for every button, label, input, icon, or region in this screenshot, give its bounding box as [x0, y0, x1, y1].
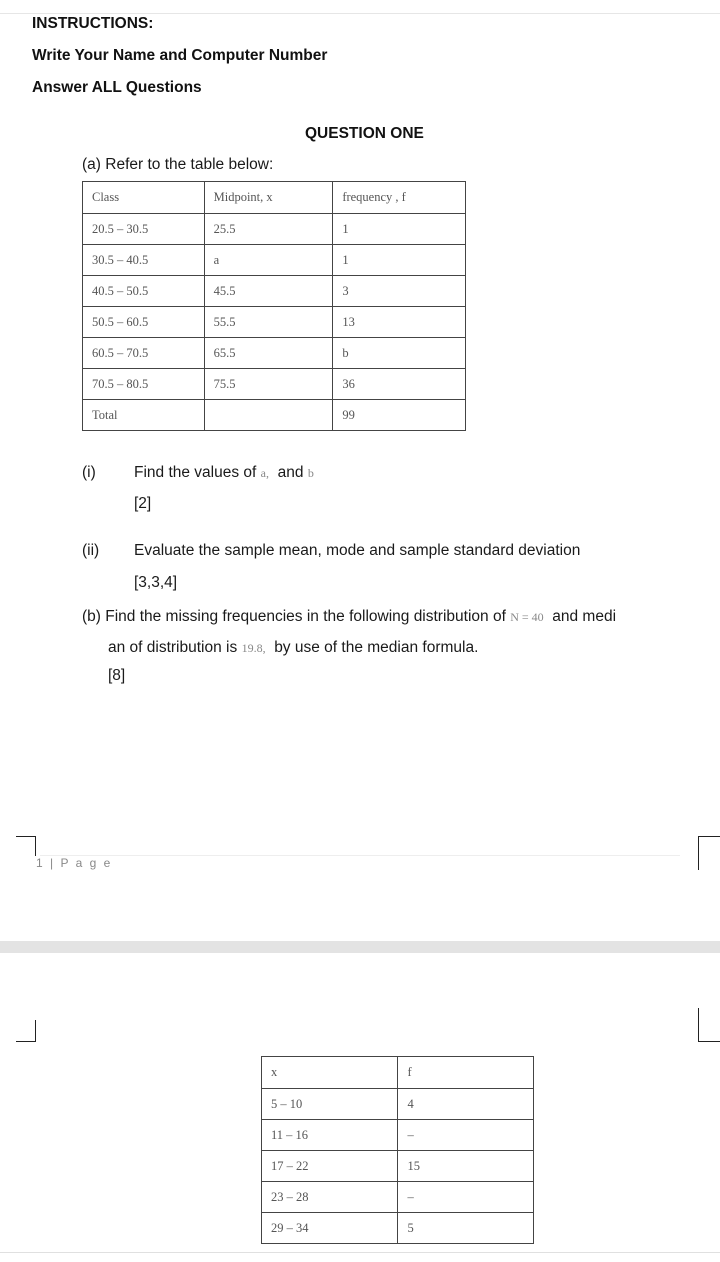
crop-mark-br-h	[698, 836, 720, 837]
comma: ,	[262, 641, 266, 655]
instruction-line-1: Write Your Name and Computer Number	[32, 47, 328, 64]
item-i-text	[134, 464, 314, 482]
cell-f: 15	[398, 1151, 534, 1182]
table-row	[262, 1151, 534, 1182]
cell-frequency: b	[333, 338, 466, 369]
part-b-marks: [8]	[108, 667, 126, 684]
item-ii-marks: [3,3,4]	[134, 574, 178, 591]
cell-class: 60.5 – 70.5	[83, 338, 205, 369]
item-i-number: (i)	[82, 464, 96, 481]
part-a-intro: (a) Refer to the table below:	[82, 156, 274, 173]
table-row	[262, 1089, 534, 1120]
page-number: 1 | P a g e	[36, 856, 113, 870]
cell-frequency: 1	[333, 245, 466, 276]
cell-total-label: Total	[83, 400, 205, 431]
cell-midpoint: 25.5	[204, 214, 333, 245]
crop-mark-bl-v	[35, 836, 36, 856]
cell-f: 4	[398, 1089, 534, 1120]
cell-x: 23 – 28	[262, 1182, 398, 1213]
footer-rule	[40, 855, 680, 856]
cell-frequency: 13	[333, 307, 466, 338]
part-b-line-2	[108, 639, 478, 657]
question-one-title: QUESTION ONE	[305, 125, 424, 142]
part-b-text-1: (b) Find the missing frequencies in the following distribution of	[82, 608, 506, 625]
table-row	[83, 245, 466, 276]
cell-f: –	[398, 1120, 534, 1151]
part-b-text-3: an of distribution is	[108, 639, 238, 656]
bottom-rule	[0, 1252, 720, 1253]
var-a: a	[260, 466, 266, 480]
table-row	[262, 1120, 534, 1151]
table-row	[83, 369, 466, 400]
part-b-text-2: and medi	[552, 608, 617, 625]
cell-midpoint: 55.5	[204, 307, 333, 338]
comma: ,	[266, 466, 269, 480]
table-row	[262, 1213, 534, 1244]
cell-x: 11 – 16	[262, 1120, 398, 1151]
crop-mark-tl-v	[35, 1020, 36, 1042]
item-ii-text: Evaluate the sample mean, mode and sample standard deviation	[134, 542, 581, 559]
cell-x: 5 – 10	[262, 1089, 398, 1120]
cell-f: –	[398, 1182, 534, 1213]
cell-class: 20.5 – 30.5	[83, 214, 205, 245]
header-midpoint: Midpoint, x	[204, 182, 333, 214]
cell-x: 17 – 22	[262, 1151, 398, 1182]
top-rule	[0, 13, 720, 14]
header-frequency: frequency , f	[333, 182, 466, 214]
cell-total-midpoint	[204, 400, 333, 431]
cell-frequency: 1	[333, 214, 466, 245]
frequency-table	[82, 181, 466, 431]
missing-frequency-table	[261, 1056, 534, 1244]
item-ii-number: (ii)	[82, 542, 100, 559]
var-b: b	[307, 466, 314, 480]
cell-class: 70.5 – 80.5	[83, 369, 205, 400]
table-row	[262, 1182, 534, 1213]
cell-class: 40.5 – 50.5	[83, 276, 205, 307]
crop-mark-tr-v	[698, 1008, 699, 1042]
crop-mark-tr-h	[698, 1041, 720, 1042]
n-expression: N = 40	[510, 610, 544, 624]
cell-midpoint: a	[204, 245, 333, 276]
cell-midpoint: 75.5	[204, 369, 333, 400]
header-f: f	[398, 1057, 534, 1089]
item-i-prompt: Find the values of	[134, 464, 257, 481]
item-i-marks: [2]	[134, 495, 152, 512]
cell-frequency: 3	[333, 276, 466, 307]
crop-mark-br-v	[698, 836, 699, 870]
table-header-row	[262, 1057, 534, 1089]
page-separator	[0, 941, 720, 953]
table-row	[83, 214, 466, 245]
table-row	[83, 307, 466, 338]
crop-mark-bl-h	[16, 836, 36, 837]
cell-x: 29 – 34	[262, 1213, 398, 1244]
cell-f: 5	[398, 1213, 534, 1244]
table-row	[83, 276, 466, 307]
part-b-line-1	[82, 608, 616, 626]
table-header-row	[83, 182, 466, 214]
cell-frequency: 36	[333, 369, 466, 400]
crop-mark-tl-h	[16, 1041, 36, 1042]
cell-midpoint: 45.5	[204, 276, 333, 307]
cell-class: 50.5 – 60.5	[83, 307, 205, 338]
part-b-text-4: by use of the median formula.	[274, 639, 479, 656]
header-class: Class	[83, 182, 205, 214]
table-total-row	[83, 400, 466, 431]
instructions-heading: INSTRUCTIONS:	[32, 15, 154, 32]
header-x: x	[262, 1057, 398, 1089]
and-word: and	[277, 464, 304, 481]
cell-midpoint: 65.5	[204, 338, 333, 369]
instruction-line-2: Answer ALL Questions	[32, 79, 202, 96]
table-row	[83, 338, 466, 369]
cell-total-frequency: 99	[333, 400, 466, 431]
cell-class: 30.5 – 40.5	[83, 245, 205, 276]
median-value: 19.8	[241, 641, 263, 655]
